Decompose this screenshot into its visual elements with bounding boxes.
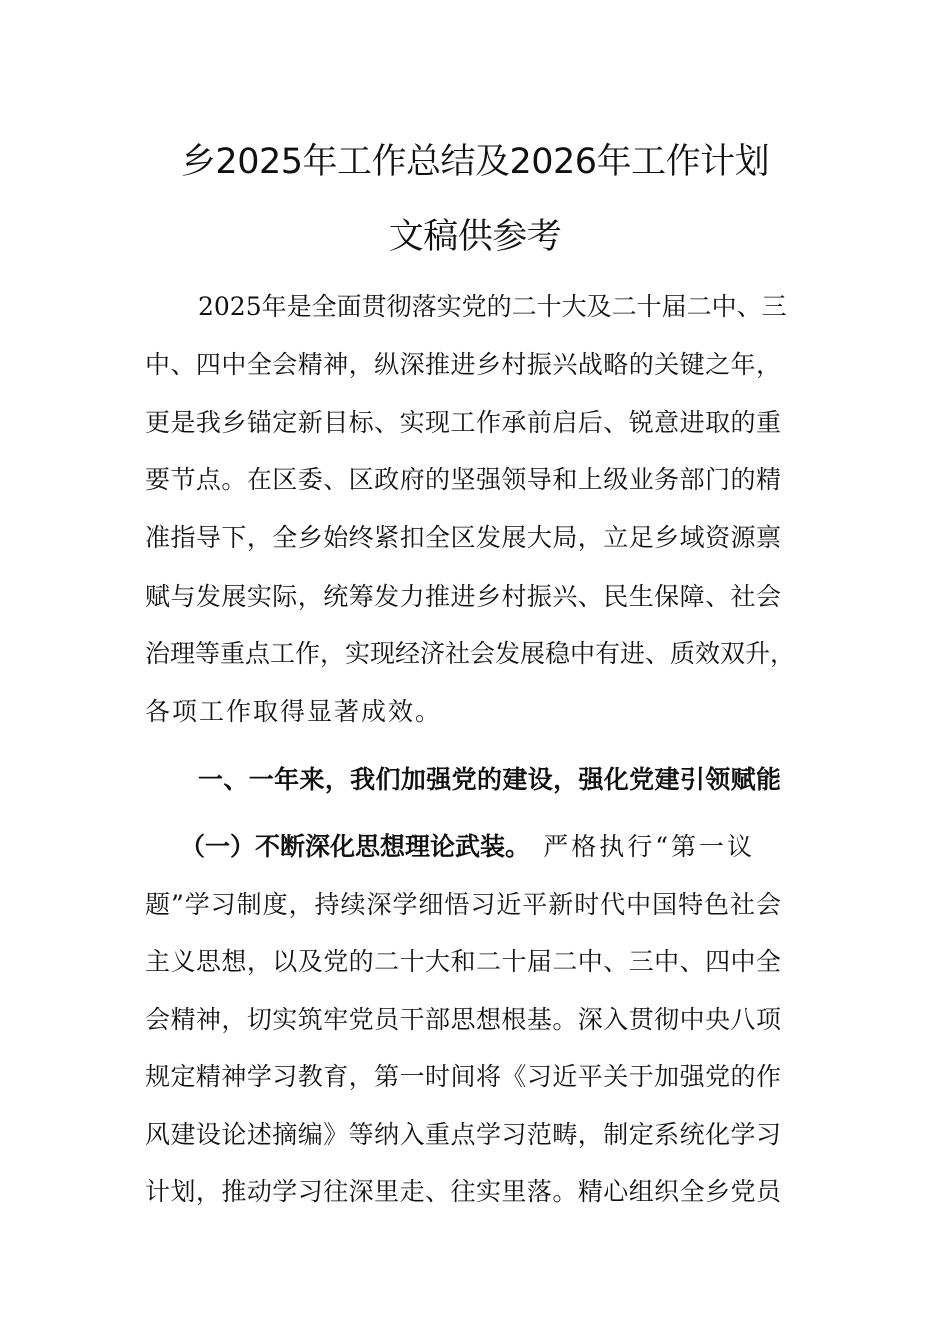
intro-line: 中、四中全会精神，纵深推进乡村振兴战略的关键之年， xyxy=(145,350,781,379)
body-line: 风建设论述摘编》等纳入重点学习范畴，制定系统化学习 xyxy=(145,1120,781,1149)
subsection-bold-lead: （一）不断深化思想理论武装。 xyxy=(180,832,531,861)
subsection-first-line xyxy=(180,827,755,867)
body-line: 主义思想，以及党的二十大和二十届二中、三中、四中全 xyxy=(145,947,781,976)
intro-line: 更是我乡锚定新目标、实现工作承前启后、锐意进取的重 xyxy=(145,408,781,437)
intro-line: 准指导下，全乡始终紧扣全区发展大局，立足乡域资源禀 xyxy=(145,523,781,552)
body-line: 规定精神学习教育，第一时间将《习近平关于加强党的作 xyxy=(145,1062,781,1091)
document-title-line-2: 文稿供参考 xyxy=(388,217,562,257)
subsection-first-line-rest: 严格执行“第一议 xyxy=(543,832,755,861)
body-line: 会精神，切实筑牢党员干部思想根基。深入贯彻中央八项 xyxy=(145,1005,781,1034)
intro-line: 赋与发展实际，统筹发力推进乡村振兴、民生保障、社会 xyxy=(145,582,781,611)
intro-line: 治理等重点工作，实现经济社会发展稳中有进、质效双升， xyxy=(145,639,796,668)
section-heading: 一、一年来，我们加强党的建设，强化党建引领赋能 xyxy=(198,765,781,794)
intro-line: 要节点。在区委、区政府的坚强领导和上级业务部门的精 xyxy=(145,465,781,494)
body-line: 题”学习制度，持续深学细悟习近平新时代中国特色社会 xyxy=(145,890,781,919)
intro-line: 各项工作取得显著成效。 xyxy=(145,697,443,726)
intro-line: 2025年是全面贯彻落实党的二十大及二十届二中、三 xyxy=(198,292,787,321)
body-line: 计划，推动学习往深里走、往实里落。精心组织全乡党员 xyxy=(145,1177,781,1206)
document-title-line-1: 乡2025年工作总结及2026年工作计划 xyxy=(180,142,770,182)
